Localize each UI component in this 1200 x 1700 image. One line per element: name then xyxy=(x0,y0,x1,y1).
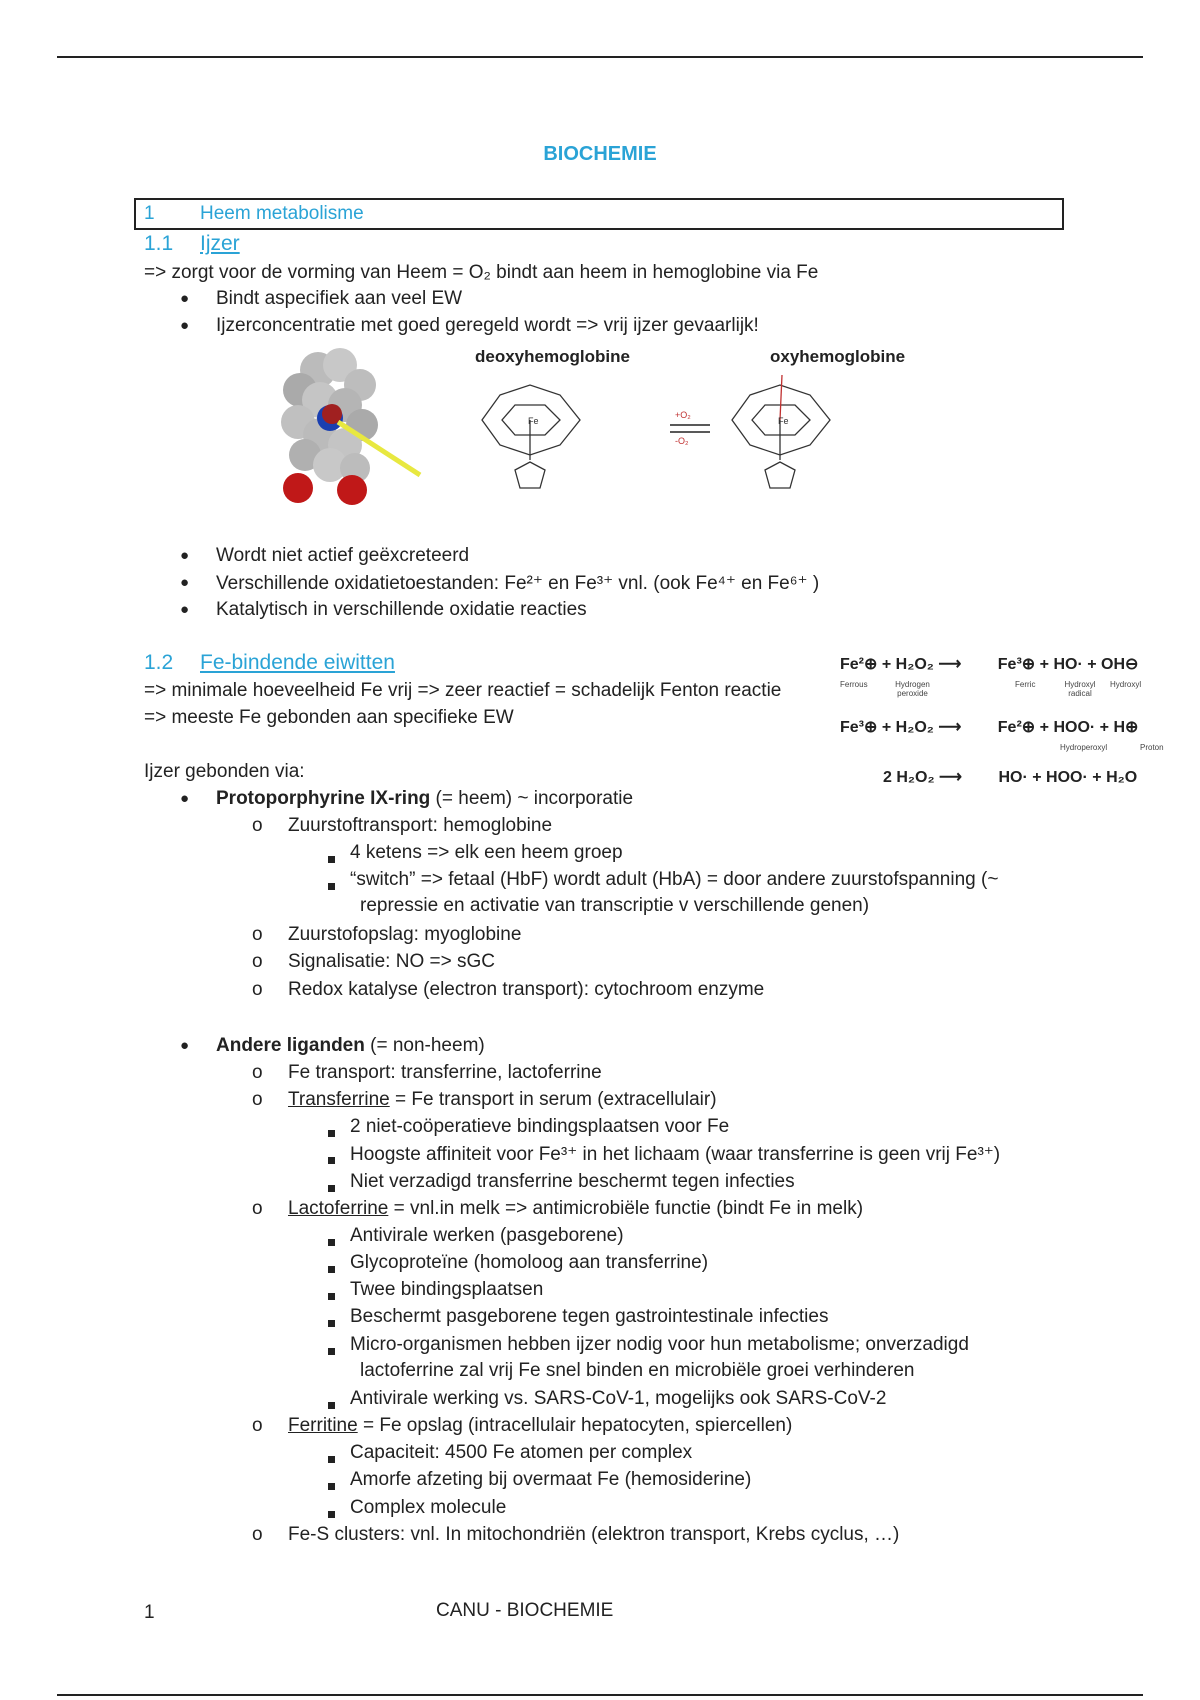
subsection-title: Fe-bindende eiwitten xyxy=(200,651,395,674)
list-item: Zuurstoftransport: hemoglobine xyxy=(288,815,553,836)
bullet-o-icon: o xyxy=(252,951,263,972)
footer-text: CANU - BIOCHEMIE xyxy=(436,1600,614,1621)
product-label: Hydroxyl radical xyxy=(1064,680,1096,698)
page-title: BIOCHEMIE xyxy=(543,143,657,165)
product: H⊕ xyxy=(1113,719,1139,736)
list-item: Niet verzadigd transferrine beschermt tegen infecties xyxy=(350,1171,795,1192)
list-item: Transferrine = Fe transport in serum (extracellulair) xyxy=(288,1089,717,1110)
list-item: Protoporphyrine IX-ring (= heem) ~ incorporatie xyxy=(216,788,634,809)
deoxy-label: deoxyhemoglobine xyxy=(475,347,630,366)
bullet-o-icon: o xyxy=(252,1415,263,1436)
heme-figure xyxy=(270,340,920,540)
list-item: Hoogste affiniteit voor Fe³⁺ in het lichaam (waar transferrine is geen vrij Fe³⁺) xyxy=(350,1144,1001,1165)
product: H₂O xyxy=(1106,769,1138,786)
list-item: Antivirale werking vs. SARS-CoV-1, mogelijks ook SARS-CoV-2 xyxy=(350,1388,887,1409)
product-label: Hydroperoxyl xyxy=(1060,743,1108,752)
product-label: Hydroxyl xyxy=(1110,680,1142,689)
list-item: 2 niet-coöperatieve bindingsplaatsen voor Fe xyxy=(350,1116,730,1137)
section-number: 1 xyxy=(144,203,155,224)
arrow-icon: ⟶ xyxy=(938,656,962,673)
bullet-o-icon: o xyxy=(252,1089,263,1110)
oxy-label: oxyhemoglobine xyxy=(770,347,906,366)
bullet-icon: ● xyxy=(180,290,190,307)
bottom-rule xyxy=(57,1694,1143,1696)
product: HOO· xyxy=(1046,769,1088,786)
bullet-square-icon xyxy=(328,1502,335,1524)
product: OH⊖ xyxy=(1101,656,1139,673)
list-item: Twee bindingsplaatsen xyxy=(350,1279,544,1300)
svg-text:Fe: Fe xyxy=(528,416,539,426)
bullet-icon: ● xyxy=(180,547,190,564)
bullet-o-icon: o xyxy=(252,1524,263,1545)
bullet-icon: ● xyxy=(180,317,190,334)
bullet-icon: ● xyxy=(180,574,190,591)
list-item: Verschillende oxidatietoestanden: Fe²⁺ en Fe³⁺ vnl. (ook Fe⁴⁺ en Fe⁶⁺ ) xyxy=(216,573,820,594)
bullet-icon: ● xyxy=(180,601,190,618)
list-item: Capaciteit: 4500 Fe atomen per complex xyxy=(350,1442,693,1463)
bullet-square-icon xyxy=(328,1176,335,1198)
list-item: Wordt niet actief geëxcreteerd xyxy=(216,545,470,566)
bullet-square-icon xyxy=(328,1257,335,1279)
product: Fe³⊕ xyxy=(997,656,1036,673)
reaction-3: 2 H₂O₂ ⟶ HO· + HOO· + H₂O xyxy=(883,769,1138,786)
space-filling-model-icon xyxy=(281,348,420,505)
list-item-continuation: lactoferrine zal vrij Fe snel binden en microbiële groei verhinderen xyxy=(360,1360,915,1381)
svg-text:Fe: Fe xyxy=(778,416,789,426)
list-item: Bindt aspecifiek aan veel EW xyxy=(216,288,463,309)
bullet-square-icon xyxy=(328,1121,335,1143)
list-item: Fe transport: transferrine, lactoferrine xyxy=(288,1062,602,1083)
reactant-label: Hydrogen peroxide xyxy=(895,680,930,698)
paragraph: => meeste Fe gebonden aan specifieke EW xyxy=(144,707,514,728)
list-item: Glycoproteïne (homoloog aan transferrine) xyxy=(350,1252,709,1273)
list-item: Antivirale werken (pasgeborene) xyxy=(350,1225,624,1246)
minus-o2-label: -O₂ xyxy=(675,436,689,446)
reactant: H₂O₂ xyxy=(895,719,934,736)
paragraph: Ijzer gebonden via: xyxy=(144,761,305,782)
bullet-square-icon xyxy=(328,1230,335,1252)
list-item: Complex molecule xyxy=(350,1497,507,1518)
product: HOO· xyxy=(1053,719,1096,736)
list-item: Signalisatie: NO => sGC xyxy=(288,951,495,972)
product: HO· xyxy=(998,769,1028,786)
bullet-o-icon: o xyxy=(252,1062,263,1083)
reactant: Fe³⊕ xyxy=(840,719,878,736)
subsection-number: 1.2 xyxy=(144,651,174,674)
reaction-2: Fe³⊕ + H₂O₂ ⟶ Fe²⊕ + HOO· + H⊕ xyxy=(840,719,1139,736)
list-item: “switch” => fetaal (HbF) wordt adult (HbA) = door andere zuurstofspanning (~ xyxy=(350,869,999,890)
list-item: Lactoferrine = vnl.in melk => antimicrobiële functie (bindt Fe in melk) xyxy=(288,1198,864,1219)
reactant: H₂O₂ xyxy=(895,656,934,673)
list-item: Beschermt pasgeborene tegen gastrointestinale infecties xyxy=(350,1306,829,1327)
list-item: Amorfe afzeting bij overmaat Fe (hemosiderine) xyxy=(350,1469,752,1490)
page-number: 1 xyxy=(144,1602,155,1623)
product: Fe²⊕ xyxy=(997,719,1036,736)
porphyrin-structure-icon xyxy=(732,375,830,488)
reactant: Fe²⊕ xyxy=(840,656,878,673)
product-label: Ferric xyxy=(1015,680,1036,689)
list-item: Ijzerconcentratie met goed geregeld wordt => vrij ijzer gevaarlijk! xyxy=(216,315,759,336)
reactant: 2 H₂O₂ xyxy=(883,769,935,786)
list-item: Katalytisch in verschillende oxidatie reacties xyxy=(216,599,587,620)
list-item: Fe-S clusters: vnl. In mitochondriën (elektron transport, Krebs cyclus, …) xyxy=(288,1524,900,1545)
arrow-icon: ⟶ xyxy=(938,719,962,736)
reactant-label: Ferrous xyxy=(840,680,868,689)
paragraph: => minimale hoeveelheid Fe vrij => zeer reactief = schadelijk Fenton reactie xyxy=(144,680,782,701)
plus-o2-label: +O₂ xyxy=(675,410,691,420)
bullet-square-icon xyxy=(328,874,335,896)
bullet-o-icon: o xyxy=(252,1198,263,1219)
subsection-title: Ijzer xyxy=(200,232,240,255)
list-item: Redox katalyse (electron transport): cytochroom enzyme xyxy=(288,979,765,1000)
list-item: Ferritine = Fe opslag (intracellulair hepatocyten, spiercellen) xyxy=(288,1415,793,1436)
bullet-icon: ● xyxy=(180,790,190,807)
porphyrin-structure-icon xyxy=(482,385,580,488)
subsection-number: 1.1 xyxy=(144,232,174,255)
product-label: Proton xyxy=(1140,743,1164,752)
bullet-square-icon xyxy=(328,1474,335,1496)
bullet-square-icon xyxy=(328,1284,335,1306)
list-item: 4 ketens => elk een heem groep xyxy=(350,842,623,863)
product: HO· xyxy=(1053,656,1083,673)
bullet-square-icon xyxy=(328,847,335,869)
bullet-o-icon: o xyxy=(252,924,263,945)
list-item-continuation: repressie en activatie van transcriptie v verschillende genen) xyxy=(360,895,870,916)
bullet-square-icon xyxy=(328,1393,335,1415)
reaction-1: Fe²⊕ + H₂O₂ ⟶ Fe³⊕ + HO· + OH⊖ xyxy=(840,656,1139,673)
bullet-square-icon xyxy=(328,1311,335,1333)
list-item: Andere liganden (= non-heem) xyxy=(216,1035,485,1056)
list-item: Micro-organismen hebben ijzer nodig voor hun metabolisme; onverzadigd xyxy=(350,1334,969,1355)
bullet-square-icon xyxy=(328,1447,335,1469)
bullet-o-icon: o xyxy=(252,979,263,1000)
top-rule xyxy=(57,56,1143,58)
bullet-square-icon xyxy=(328,1339,335,1361)
section-title: Heem metabolisme xyxy=(200,203,364,224)
arrow-icon: ⟶ xyxy=(939,769,962,786)
bullet-square-icon xyxy=(328,1148,335,1170)
list-item: Zuurstofopslag: myoglobine xyxy=(288,924,522,945)
bullet-o-icon: o xyxy=(252,815,263,836)
bullet-icon: ● xyxy=(180,1037,190,1054)
paragraph: => zorgt voor de vorming van Heem = O₂ bindt aan heem in hemoglobine via Fe xyxy=(144,262,819,283)
